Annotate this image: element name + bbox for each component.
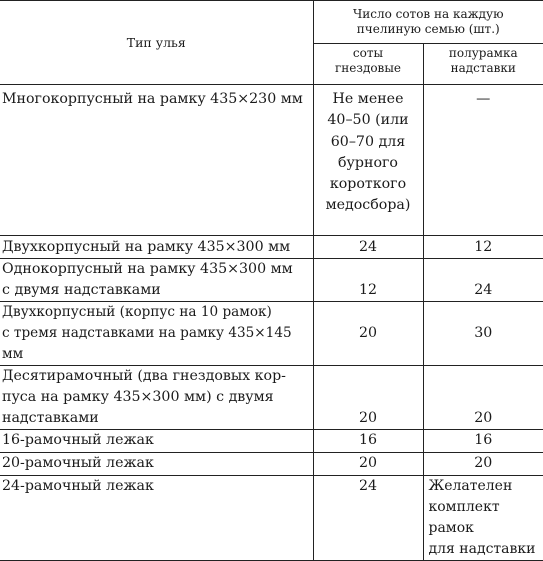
hive-type-line: надставками (2, 408, 311, 429)
table-row (0, 236, 543, 259)
nest-combs-line: Не менее (314, 89, 423, 110)
header-hive-type (0, 1, 313, 85)
nest-combs-cell (313, 366, 423, 430)
table-row (0, 302, 543, 366)
header-half-frame-line2: надставки (424, 61, 543, 76)
nest-combs-cell (313, 453, 423, 476)
header-comb-count-line2: пчелиную семью (шт.) (314, 22, 543, 37)
half-frame-value: 30 (474, 325, 492, 341)
nest-combs-cell (313, 430, 423, 453)
nest-combs-line: короткого (314, 174, 423, 195)
half-frame-value: 24 (474, 282, 492, 298)
hive-type-line: с двумя надставками (2, 280, 311, 301)
half-frame-cell (423, 259, 543, 302)
hive-type-line: 16-рамочный лежак (2, 430, 311, 451)
hive-type-cell (0, 236, 313, 259)
nest-combs-cell (313, 476, 423, 561)
half-frame-cell (423, 453, 543, 476)
half-frame-value: 16 (474, 432, 492, 448)
nest-combs-cell (313, 85, 423, 236)
nest-combs-cell (313, 259, 423, 302)
half-frame-cell (423, 430, 543, 453)
nest-combs-value: 16 (359, 432, 377, 448)
half-frame-cell (423, 366, 543, 430)
header-comb-count (313, 1, 543, 44)
nest-combs-cell (313, 302, 423, 366)
header-nest-combs-line2: гнездовые (314, 61, 423, 76)
nest-combs-line: 60–70 для (314, 132, 423, 153)
hive-type-line: 20-рамочный лежак (2, 453, 311, 474)
table-row (0, 476, 543, 561)
hive-type-line: Многокорпусный на рамку 435×230 мм (2, 89, 311, 110)
hive-type-line: Двухкорпусный на рамку 435×300 мм (2, 237, 311, 258)
hive-type-line: с тремя надставками на рамку 435×145 мм (2, 323, 311, 365)
header-nest-combs (313, 44, 423, 85)
hive-type-cell (0, 259, 313, 302)
half-frame-line: Желателен (429, 476, 543, 497)
header-comb-count-line1: Число сотов на каждую (314, 7, 543, 22)
hive-type-line: Десятирамочный (два гнездовых кор- (2, 366, 311, 387)
half-frame-cell (423, 302, 543, 366)
table-row (0, 430, 543, 453)
half-frame-cell (423, 236, 543, 259)
half-frame-value: — (476, 91, 490, 107)
half-frame-cell (423, 85, 543, 236)
half-frame-value: 12 (474, 239, 492, 255)
hive-type-line: Однокорпусный на рамку 435×300 мм (2, 259, 311, 280)
hive-type-line: пуса на рамку 435×300 мм) с двумя (2, 387, 311, 408)
header-hive-type-label: Тип улья (127, 35, 186, 50)
table-row (0, 453, 543, 476)
hive-type-line: Двухкорпусный (корпус на 10 рамок) (2, 302, 311, 323)
hive-type-cell (0, 302, 313, 366)
hive-type-cell (0, 453, 313, 476)
header-nest-combs-line1: соты (314, 46, 423, 61)
half-frame-line: для надставки (429, 539, 543, 560)
half-frame-line: комплект рамок (429, 497, 543, 539)
nest-combs-cell (313, 236, 423, 259)
hive-type-cell (0, 476, 313, 561)
hive-type-cell (0, 366, 313, 430)
header-half-frame (423, 44, 543, 85)
half-frame-cell (423, 476, 543, 561)
half-frame-value: 20 (474, 410, 492, 426)
hive-type-cell (0, 85, 313, 236)
nest-combs-value: 20 (359, 410, 377, 426)
nest-combs-value: 12 (359, 282, 377, 298)
nest-combs-line: бурного (314, 153, 423, 174)
table-row (0, 366, 543, 430)
nest-combs-value: 20 (359, 325, 377, 341)
nest-combs-value: 24 (359, 239, 377, 255)
header-half-frame-line1: полурамка (424, 46, 543, 61)
nest-combs-value: 24 (359, 478, 377, 494)
nest-combs-line: медосбора) (314, 195, 423, 216)
nest-combs-value: 20 (359, 455, 377, 471)
table-row (0, 259, 543, 302)
hive-type-cell (0, 430, 313, 453)
nest-combs-line: 40–50 (или (314, 110, 423, 131)
table-row (0, 85, 543, 236)
hive-type-line: 24-рамочный лежак (2, 476, 311, 497)
half-frame-value: 20 (474, 455, 492, 471)
